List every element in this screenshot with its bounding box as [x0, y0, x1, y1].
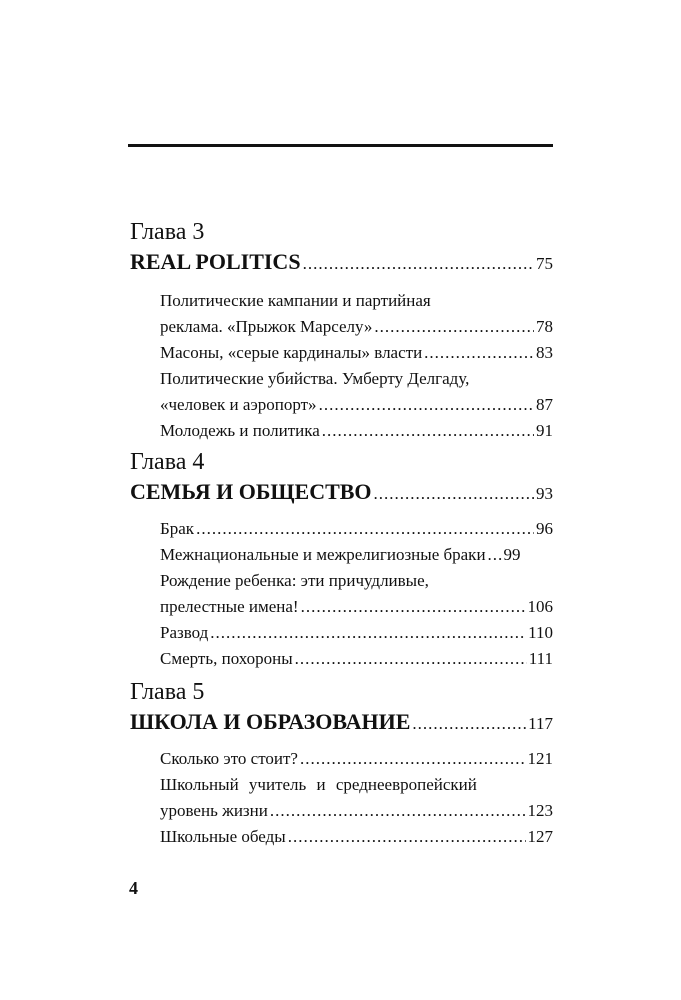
chapter-title-row[interactable]	[130, 246, 553, 278]
chapter-3-block	[130, 219, 553, 444]
dot-leader	[288, 824, 526, 850]
chapter-label: Глава 3	[130, 219, 205, 245]
toc-entry-line: Школьный учитель и среднеевропейский	[160, 775, 477, 794]
dot-leader	[303, 248, 534, 280]
toc-entry-title: реклама. «Прыжок Марселу»	[160, 317, 373, 336]
dot-leader	[374, 478, 534, 510]
toc-entry[interactable]	[130, 746, 553, 772]
dot-leader	[319, 392, 534, 418]
toc-entry[interactable]	[130, 542, 553, 568]
chapter-label: Глава 5	[130, 679, 205, 705]
page-number: 110	[528, 623, 553, 642]
chapter-label: Глава 4	[130, 449, 205, 475]
chapter-4-block	[130, 449, 553, 672]
page-number: 93	[536, 484, 553, 503]
toc-entry-title: Смерть, похороны	[160, 649, 293, 668]
page-number: 106	[527, 597, 553, 616]
toc-entry-title: Брак	[160, 519, 195, 538]
chapter-5-block	[130, 679, 553, 850]
page-number: 99	[503, 545, 521, 564]
toc-entry[interactable]	[130, 594, 553, 620]
toc-entry-title: Школьные обеды	[160, 827, 286, 846]
toc-entry[interactable]	[130, 620, 553, 646]
dot-leader	[424, 340, 534, 366]
toc-entry-line: Политические кампании и партийная	[160, 291, 431, 310]
toc-entry[interactable]	[130, 314, 553, 340]
page-number: 78	[536, 317, 553, 336]
page-number: 123	[527, 801, 553, 820]
page-number: 96	[536, 519, 553, 538]
toc-entry[interactable]	[130, 516, 553, 542]
toc-entry-line: Политические убийства. Умберту Делгаду,	[160, 369, 470, 388]
page-number: 83	[536, 343, 553, 362]
dot-leader	[300, 746, 526, 772]
page-number: 111	[528, 649, 553, 668]
top-rule	[128, 144, 553, 147]
page-number: 127	[527, 827, 553, 846]
page-number: 91	[536, 421, 553, 440]
dot-leader	[210, 620, 526, 646]
dot-leader	[488, 542, 502, 568]
toc-entry[interactable]	[130, 340, 553, 366]
toc-entry-title: «человек и аэропорт»	[160, 395, 317, 414]
page-number: 121	[527, 749, 553, 768]
dot-leader	[295, 646, 527, 672]
toc-entry[interactable]	[130, 392, 553, 418]
dot-leader	[322, 418, 534, 444]
toc-entry-line: Рождение ребенка: эти причудливые,	[160, 571, 429, 590]
toc-entry-title: уровень жизни	[160, 801, 268, 820]
dot-leader	[301, 594, 526, 620]
dot-leader	[412, 708, 526, 740]
dot-leader	[374, 314, 534, 340]
chapter-title-row[interactable]	[130, 706, 553, 738]
page-number: 117	[528, 714, 553, 733]
toc-entry-title: Развод	[160, 623, 209, 642]
chapter-title-row[interactable]	[130, 476, 553, 508]
toc-entry[interactable]	[130, 824, 553, 850]
chapter-title: ШКОЛА И ОБРАЗОВАНИЕ	[130, 709, 411, 734]
dot-leader	[196, 516, 534, 542]
toc-entry[interactable]	[130, 646, 553, 672]
toc-entry-title: Молодежь и политика	[160, 421, 320, 440]
page-number: 87	[536, 395, 553, 414]
toc-entry-title: Межнациональные и межрелигиозные браки	[160, 545, 486, 564]
toc-entry[interactable]	[130, 798, 553, 824]
chapter-title: REAL POLITICS	[130, 249, 301, 274]
chapter-title: СЕМЬЯ И ОБЩЕСТВО	[130, 479, 372, 504]
toc-entry[interactable]	[130, 418, 553, 444]
folio-page-number: 4	[129, 878, 138, 898]
page-number: 75	[536, 254, 553, 273]
toc-entry-title: Масоны, «серые кардиналы» власти	[160, 343, 423, 362]
toc-entry-title: прелестные имена!	[160, 597, 299, 616]
toc-entry-title: Сколько это стоит?	[160, 749, 298, 768]
dot-leader	[270, 798, 526, 824]
